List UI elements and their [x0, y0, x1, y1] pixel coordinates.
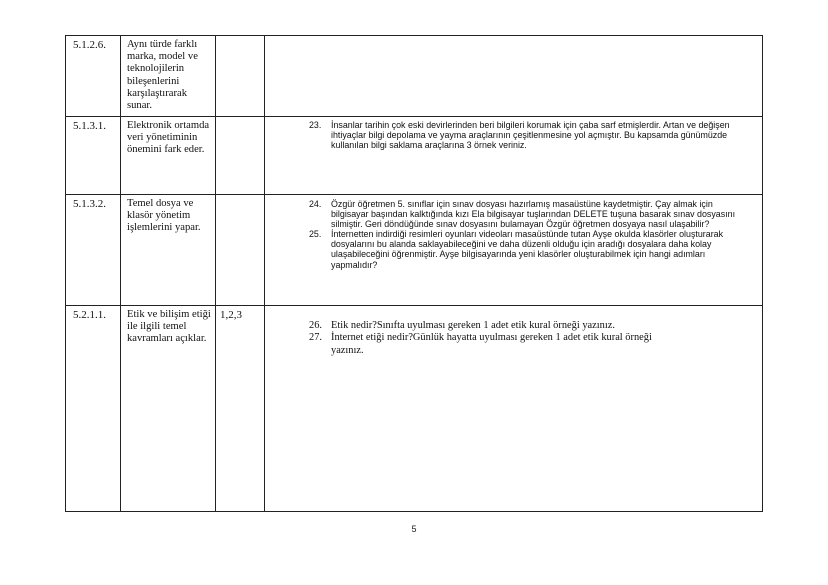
- outcome-references: 1,2,3: [220, 309, 242, 321]
- outcome-description: Temel dosya ve klasör yönetim işlemlerini yapar.: [127, 198, 201, 234]
- table-row: [66, 195, 763, 306]
- outcome-description-cell: [121, 195, 216, 306]
- question-text: İnsanlar tarihin çok eski devirlerinden beri bilgileri korumak için çaba sarf etmişlerdir. Artan ve değişen ihtiyaçlar bilgi depolama ve yayma araçlarının çeşitlenmesine yol açmıştır. Bu kapsamda günümüzde kullanılan bilgi saklama araçlarına 3 örnek veriniz.: [331, 120, 730, 151]
- question-number: 27.: [309, 332, 322, 344]
- outcome-code: 5.1.3.2.: [73, 198, 106, 210]
- question-text: İnternet etiği nedir?Günlük hayatta uyulması gereken 1 adet etik kural örneği yazınız.: [331, 332, 652, 356]
- outcome-references: [216, 36, 264, 39]
- question-number: 23.: [309, 120, 322, 130]
- question-item: [265, 332, 762, 357]
- outcome-reference-cell: [216, 306, 265, 512]
- question-text: Özgür öğretmen 5. sınıflar için sınav dosyası hazırlamış masaüstüne kaydetmiştir. Çay almak için bilgisayar başından kalktığında kızı Ela bilgisayar tuşlarından DELETE tuşuna basarak sınav dosyasını silmiştir. Geri döndüğünde sınav dosyasını bulamayan Özgür öğretmen dosyaya nasıl ulaşabilir?: [331, 199, 736, 230]
- table-row: [66, 306, 763, 512]
- question-item: [265, 120, 762, 150]
- question-list: [265, 199, 762, 270]
- outcome-reference-cell: [216, 36, 265, 117]
- question-cell: [265, 117, 763, 195]
- question-cell: [265, 306, 763, 512]
- outcome-reference-cell: [216, 195, 265, 306]
- outcome-code-cell: [66, 36, 121, 117]
- table-row: [66, 36, 763, 117]
- question-item: [265, 199, 762, 229]
- outcome-description: Etik ve bilişim etiği ile ilgili temel kavramları açıklar.: [127, 309, 211, 345]
- question-item: [265, 229, 762, 269]
- question-list: [265, 120, 762, 150]
- outcomes-table: [65, 35, 763, 512]
- outcome-description-cell: [121, 36, 216, 117]
- outcome-code: 5.2.1.1.: [73, 309, 106, 321]
- outcome-reference-cell: [216, 117, 265, 195]
- outcome-code: 5.1.2.6.: [73, 39, 106, 51]
- page-number: 5: [411, 524, 417, 534]
- question-number: 26.: [309, 320, 322, 331]
- question-list: [265, 320, 762, 357]
- question-item: [265, 320, 762, 332]
- question-cell: [265, 36, 763, 117]
- outcome-description: Aynı türde farklı marka, model ve teknolojilerin bileşenlerini karşılaştırarak sunar.: [127, 39, 198, 112]
- outcome-description-cell: [121, 117, 216, 195]
- outcome-references: [216, 195, 264, 198]
- question-number: 25.: [309, 229, 322, 240]
- question-cell: [265, 195, 763, 306]
- outcome-code-cell: [66, 306, 121, 512]
- question-number: 24.: [309, 199, 322, 209]
- question-text: Etik nedir?Sınıfta uyulması gereken 1 adet etik kural örneği yazınız.: [331, 320, 615, 331]
- outcome-code: 5.1.3.1.: [73, 120, 106, 132]
- outcome-code-cell: [66, 195, 121, 306]
- question-text: İnternetten indirdiği resimleri oyunları videoları masaüstünde tutan Ayşe okulda klasörler oluşturarak dosyalarını bu alanda saklayabileceğini ve daha düzenli olduğu için aradığı dosyalara daha kolay ulaşabileceğini öğrenmiştir. Ayşe bilgisayarında yeni klasörler oluşturabilmek için hangi adımları yapmalıdır?: [331, 229, 724, 270]
- table-row: [66, 117, 763, 195]
- outcome-code-cell: [66, 117, 121, 195]
- outcome-description: Elektronik ortamda veri yönetiminin önemini fark eder.: [127, 120, 210, 156]
- outcome-references: [216, 117, 264, 120]
- outcome-description-cell: [121, 306, 216, 512]
